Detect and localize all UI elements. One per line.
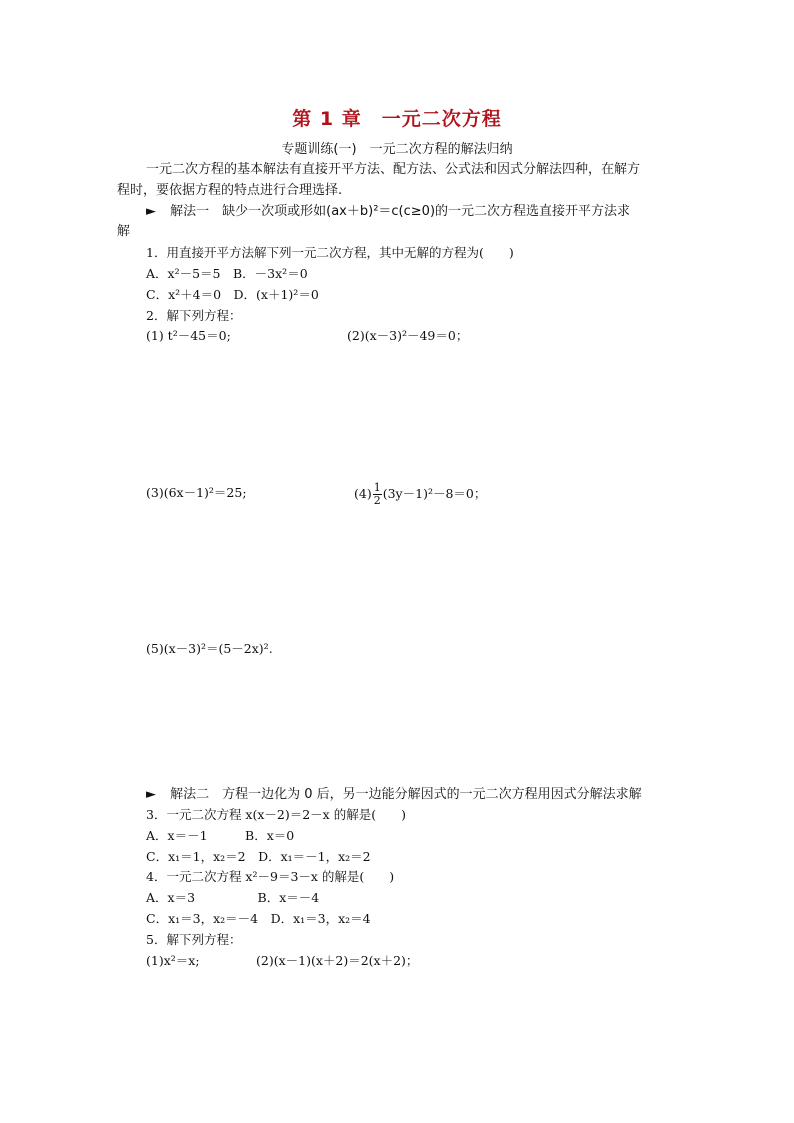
triangle-marker-icon: ► <box>146 787 156 802</box>
question-2-stem: 2．解下列方程： <box>146 308 242 323</box>
question-2-part-3: (3)(6x－1)²＝25; <box>146 485 247 500</box>
question-2-part-5: (5)(x－3)²＝(5－2x)². <box>146 641 273 656</box>
part-4-prefix: (4) <box>354 486 372 501</box>
fraction-one-half <box>373 482 382 507</box>
intro-line-2: 程时，要依据方程的特点进行合理选择. <box>117 183 343 198</box>
method-2-text: 解法二 方程一边化为 0 后，另一边能分解因式的一元二次方程用因式分解法求解 <box>170 787 642 802</box>
question-4-options-cd: C．x₁＝3，x₂＝－4 D．x₁＝3，x₂＝4 <box>146 911 371 926</box>
question-4-stem: 4．一元二次方程 x²－9＝3－x 的解是( ) <box>146 869 395 884</box>
question-5-part-1: (1)x²＝x; <box>146 953 200 968</box>
question-3-options-cd: C．x₁＝1，x₂＝2 D．x₁＝－1，x₂＝2 <box>146 849 371 864</box>
question-5-stem: 5．解下列方程： <box>146 932 242 947</box>
question-3-stem: 3．一元二次方程 x(x－2)＝2－x 的解是( ) <box>146 807 406 822</box>
question-1-options-ab: A．x²－5＝5 B．－3x²＝0 <box>146 266 308 281</box>
fraction-denominator: 2 <box>373 494 381 507</box>
question-4-options-ab: A．x＝3 B．x＝－4 <box>146 890 320 905</box>
method-1-text-cont: 解 <box>117 224 131 239</box>
triangle-marker-icon: ► <box>146 204 156 219</box>
part-4-rest: (3y－1)²－8＝0； <box>382 486 487 501</box>
question-5-part-2: (2)(x－1)(x＋2)＝2(x＋2)； <box>256 953 419 968</box>
question-1-options-cd: C．x²＋4＝0 D．(x＋1)²＝0 <box>146 287 319 302</box>
question-3-options-ab: A．x＝－1 B．x＝0 <box>146 828 295 843</box>
method-1-text: 解法一 缺少一次项或形如(ax＋b)²＝c(c≥0)的一元二次方程选直接开平方法求 <box>170 204 631 219</box>
question-2-part-2: (2)(x－3)²－49＝0； <box>347 328 469 343</box>
method-1-heading <box>146 203 630 221</box>
fraction-numerator: 1 <box>373 481 381 494</box>
chapter-title: 第 1 章 一元二次方程 <box>292 108 502 130</box>
method-2-heading <box>146 786 642 804</box>
intro-line-1: 一元二次方程的基本解法有直接开平方法、配方法、公式法和因式分解法四种，在解方 <box>146 162 641 177</box>
section-subtitle: 专题训练(一) 一元二次方程的解法归纳 <box>281 142 513 157</box>
question-2-part-1: (1) t²－45＝0; <box>146 328 231 343</box>
question-2-part-4 <box>354 482 486 507</box>
question-1-stem: 1．用直接开平方法解下列一元二次方程，其中无解的方程为( ) <box>146 245 514 260</box>
